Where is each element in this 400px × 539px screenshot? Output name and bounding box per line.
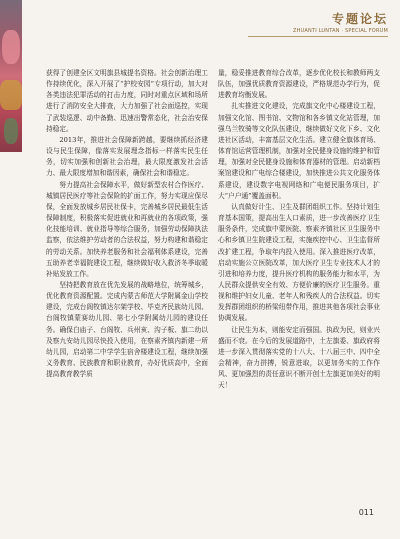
paragraph: 量，稳妥推进教育综合改革，逐步优化校长和教师两支队伍，加强优质教育资源建设，严格规范办学行为，促进教育均衡发展。 — [218, 69, 380, 100]
left-column — [46, 68, 208, 380]
paragraph: 认真做好计生、卫生及群团组织工作。坚持计划生育基本国策，提高出生人口素质，进一步改善医疗卫生服务条件，完成旗中蒙医院、察素齐镇社区卫生服务中心和乡镇卫生院建设工程，实施疾控中心、卫生监督所改扩建工程，争取年内投入使用。深入推进医疗改革，启动实施公立医院改革，加大医疗卫生专业技术人才的引进和培养力度，提升医疗机构的服务能力和水平，为人民群众提供安全有效、方便价廉的医疗卫生服务。重视和维护妇女儿童、老年人和残疾人的合法权益。切实发挥群团组织的桥梁纽带作用，推进其他各项社会事业协调发展。 — [218, 202, 380, 323]
paragraph: 坚持把教育放在优先发展的战略地位，统筹城乡，优化教育资源配置。完成内蒙古师范大学附属金山学校建设，完成台阁牧镇达尔架学校、毕克齐民族幼儿园、台阁牧镇蒙赛幼儿园、第七小学附属幼儿园的建设任务。确保白庙子、台阁牧、兵州亥、沟子板、旗二幼以及察九安幼儿园尽快投入使用，在察素齐镇内新建一所幼儿园，启动第二中学学生宿舍楼建设工程，继续加强义务教育、民族教育和职业教育，办好优质高中，全面提高教育教学质 — [46, 280, 208, 379]
paragraph: 努力提高社会保障水平，做好新型农村合作医疗、城镇居民医疗等社会保险的扩面工作，努力实现应保尽保，全面发放城乡居民社保卡，完善城乡居民最低生活保障制度，积极落实促进就业和再就业的各项政策，强化技能培训、就业指导等综合服务，加强劳动保障执法监察，依法维护劳动者的合法权益，努力构建和谐稳定的劳动关系。加快养老服务和社会福利体系建设，完善五助养老幸福院建设工程，继续做好收入救济冬季取暖补贴发放工作。 — [46, 180, 208, 278]
right-column — [218, 68, 380, 392]
cropped-photo — [0, 0, 22, 152]
paragraph: 获得了创建全区文明旗县城提名资格。社会创新治理工作持续优化，深入开展了“护校安园”专项行动，加大对各类违法犯罪活动的打击力度，同时对重点区域和场所进行了消防安全大排查，大力加强了社会面巡控，实现了武装巡逻、动中备勤、迅速出警常态化，社会治安保持稳定。 — [46, 69, 208, 133]
section-title: 专题论坛 — [331, 12, 388, 26]
paragraph: 让民生为本，则能安定而强国。执政为民，则业兴盛而不衰。在今后的发展道路中，土左旗委、旗政府将进一步深入贯彻落实党的十八大、十八届三中、四中全会精神，奋力拼搏，锐意进取，以更加务实的工作作风、更加强烈的责任意识不断开创土左旗更加美好的明天！ — [218, 325, 380, 390]
section-subtitle: ZHUANTI LUNTAN · SPECIAL FORUM — [292, 28, 388, 34]
section-header — [268, 10, 388, 34]
header-divider — [248, 36, 388, 37]
paragraph: 2013年，推进社会保障新跨越，要继续抓经济建设与民生保障，像落实发展理念指标一样落实民生任务，切实加强和创新社会治理，最大限度激发社会活力、最大限度增加和谐因素，确保社会和谐稳定。 — [46, 135, 208, 178]
page-number: 011 — [358, 508, 374, 517]
paragraph: 扎实推进文化建设，完成旗文化中心楼建设工程，加强文化馆、图书馆、文物馆和各乡镇文化站管理，加强乌兰牧骑等文化队伍建设，继续做好文化下乡、文化进社区活动，丰富基层文化生活。建立健全旗体育场、体育馆运营管理机制，加强对全民健身设施的维护和管理，加强对全民健身设施和体育器材的管理。启动新档案馆建设和广电综合楼建设，加快推进公共文化服务体系建设，建设数字电视网络和广电便民服务项目，扩大“户户通”覆盖面积。 — [218, 102, 380, 200]
